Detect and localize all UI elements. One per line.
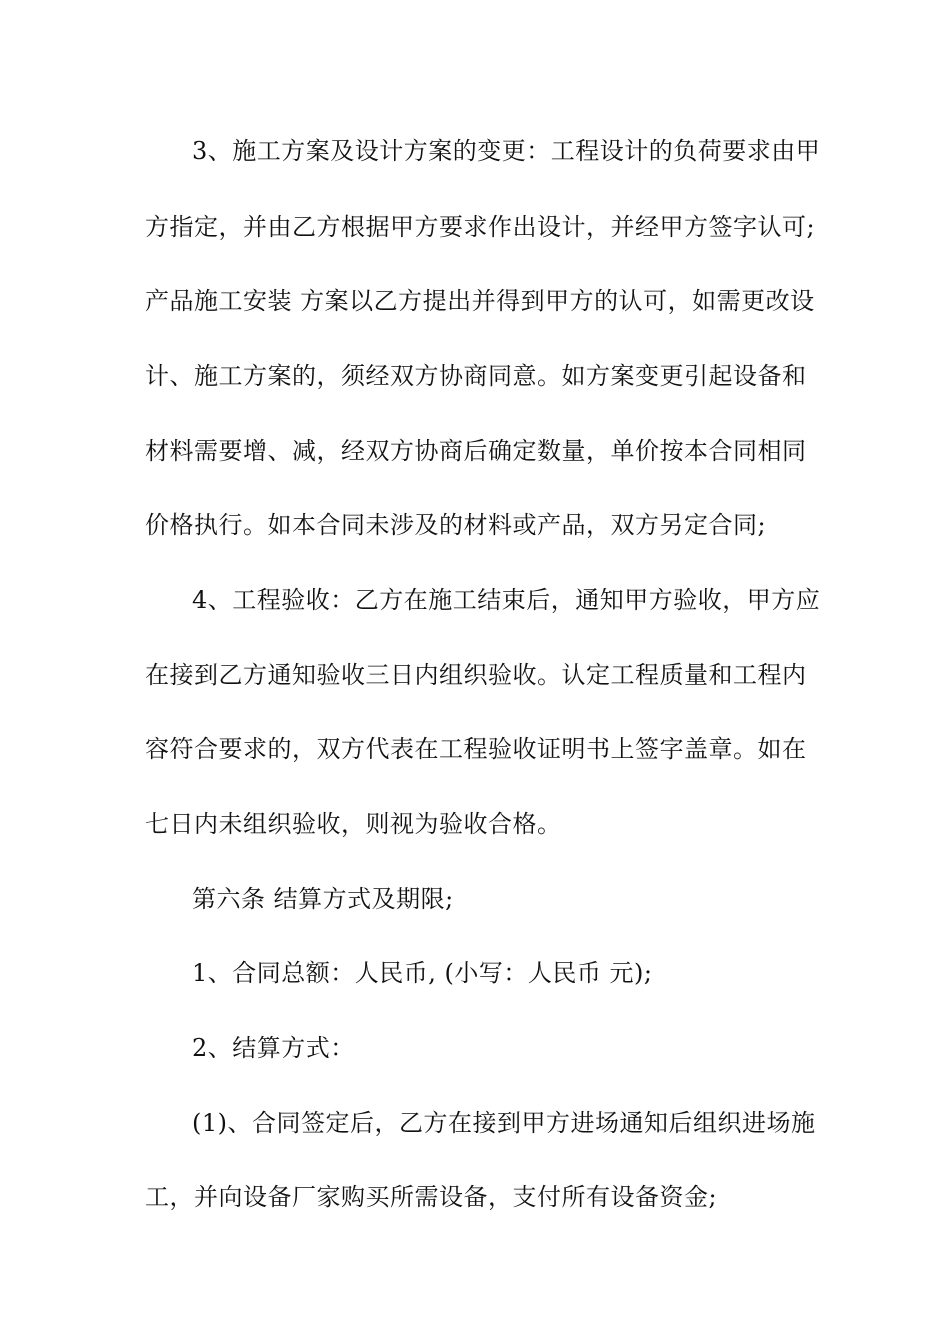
text-line: 七日内未组织验收，则视为验收合格。: [145, 810, 562, 838]
text-line: 方指定，并由乙方根据甲方要求作出设计，并经甲方签字认可;: [145, 213, 816, 241]
text-line: (1)、合同签定后，乙方在接到甲方进场通知后组织进场施: [192, 1109, 816, 1137]
text-line: 工，并向设备厂家购买所需设备，支付所有设备资金;: [145, 1183, 718, 1211]
text-line: 2、结算方式：: [192, 1034, 355, 1062]
text-line: 在接到乙方通知验收三日内组织验收。认定工程质量和工程内: [145, 661, 807, 689]
text-line: 价格执行。如本合同未涉及的材料或产品，双方另定合同;: [145, 511, 767, 539]
text-line: 1、合同总额：人民币, (小写：人民币 元);: [192, 959, 653, 987]
text-line: 计、施工方案的，须经双方协商同意。如方案变更引起设备和: [145, 362, 807, 390]
text-line: 4、工程验收：乙方在施工结束后，通知甲方验收，甲方应: [192, 586, 821, 614]
text-line: 产品施工安装 方案以乙方提出并得到甲方的认可，如需更改设: [145, 287, 815, 315]
text-line: 材料需要增、减，经双方协商后确定数量，单价按本合同相同: [145, 437, 807, 465]
text-line: 容符合要求的，双方代表在工程验收证明书上签字盖章。如在: [145, 735, 807, 763]
text-line: 3、施工方案及设计方案的变更：工程设计的负荷要求由甲: [192, 137, 821, 165]
section-heading: 第六条 结算方式及期限;: [192, 885, 454, 913]
